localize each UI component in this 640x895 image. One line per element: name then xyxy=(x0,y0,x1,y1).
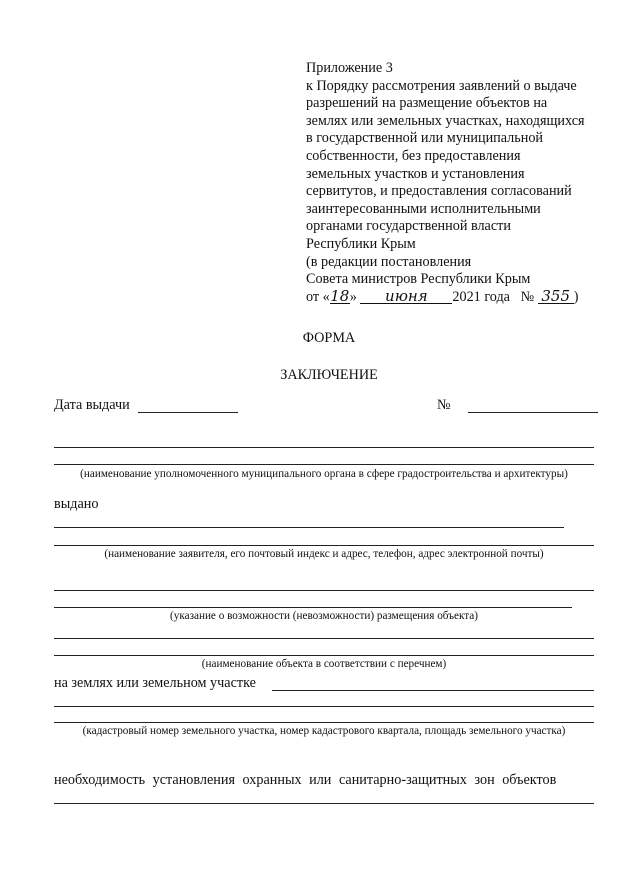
caption-cadastral: (кадастровый номер земельного участка, номер кадастрового квартала, площадь земельного участка) xyxy=(82,725,566,737)
applicant-field-line-2[interactable] xyxy=(54,545,594,546)
possibility-field-line-1[interactable] xyxy=(54,590,594,591)
appendix-line: землях или земельных участках, находящихся xyxy=(306,112,585,129)
lands-field-line-1[interactable] xyxy=(272,690,594,691)
necessity-field-line[interactable] xyxy=(54,803,594,804)
appendix-line: Республики Крым xyxy=(306,235,416,252)
issued-to-label: выдано xyxy=(54,496,99,512)
applicant-field-line-1[interactable] xyxy=(54,527,564,528)
date-prefix: от « xyxy=(306,288,330,305)
organ-field-line-2[interactable] xyxy=(54,464,594,465)
appendix-line: органами государственной власти xyxy=(306,218,511,235)
appendix-line: разрешений на размещение объектов на xyxy=(306,95,548,112)
date-mid: » xyxy=(349,288,357,305)
appendix-line: к Порядку рассмотрения заявлений о выдаче xyxy=(306,77,577,94)
appendix-line: собственности, без предоставления xyxy=(306,147,521,164)
handwritten-number: 355 xyxy=(538,289,574,304)
handwritten-month: июня xyxy=(360,289,452,304)
document-title: ЗАКЛЮЧЕНИЕ xyxy=(280,367,378,383)
appendix-line: земельных участков и установления xyxy=(306,165,525,182)
lands-field-line-2[interactable] xyxy=(54,706,594,707)
caption-applicant: (наименование заявителя, его почтовый индекс и адрес, телефон, адрес электронной почты) xyxy=(104,548,544,560)
appendix-line: сервитутов, и предоставления согласований xyxy=(306,183,572,200)
appendix-line: Совета министров Республики Крым xyxy=(306,271,531,288)
appendix-block xyxy=(306,60,626,306)
number-prefix: № xyxy=(520,288,535,305)
year-text: 2021 года xyxy=(452,288,510,305)
object-field-line-1[interactable] xyxy=(54,638,594,639)
issue-date-field[interactable] xyxy=(138,412,238,413)
possibility-field-line-2[interactable] xyxy=(54,607,572,608)
number-field[interactable] xyxy=(468,412,598,413)
caption-object: (наименование объекта в соответствии с перечнем) xyxy=(201,658,447,670)
lands-label: на землях или земельном участке xyxy=(54,675,256,691)
close-paren: ) xyxy=(573,288,579,305)
appendix-line: заинтересованными исполнительными xyxy=(306,200,541,217)
appendix-line: в государственной или муниципальной xyxy=(306,130,544,147)
object-field-line-2[interactable] xyxy=(54,655,594,656)
resolution-date-line xyxy=(306,286,626,307)
form-heading: ФОРМА xyxy=(302,330,356,346)
organ-field-line-1[interactable] xyxy=(54,447,594,448)
necessity-text: необходимость установления охранных или санитарно-защитных зон объектов xyxy=(54,772,557,788)
lands-field-line-3[interactable] xyxy=(54,722,594,723)
number-label: № xyxy=(437,397,451,413)
caption-possibility: (указание о возможности (невозможности) размещения объекта) xyxy=(170,610,478,622)
caption-organ: (наименование уполномоченного муниципального органа в сфере градостроительства и архитектуры) xyxy=(80,468,568,480)
appendix-line: Приложение 3 xyxy=(306,60,393,76)
handwritten-day: 18 xyxy=(330,286,350,305)
issue-date-label: Дата выдачи xyxy=(54,397,130,413)
appendix-line: (в редакции постановления xyxy=(306,253,472,270)
